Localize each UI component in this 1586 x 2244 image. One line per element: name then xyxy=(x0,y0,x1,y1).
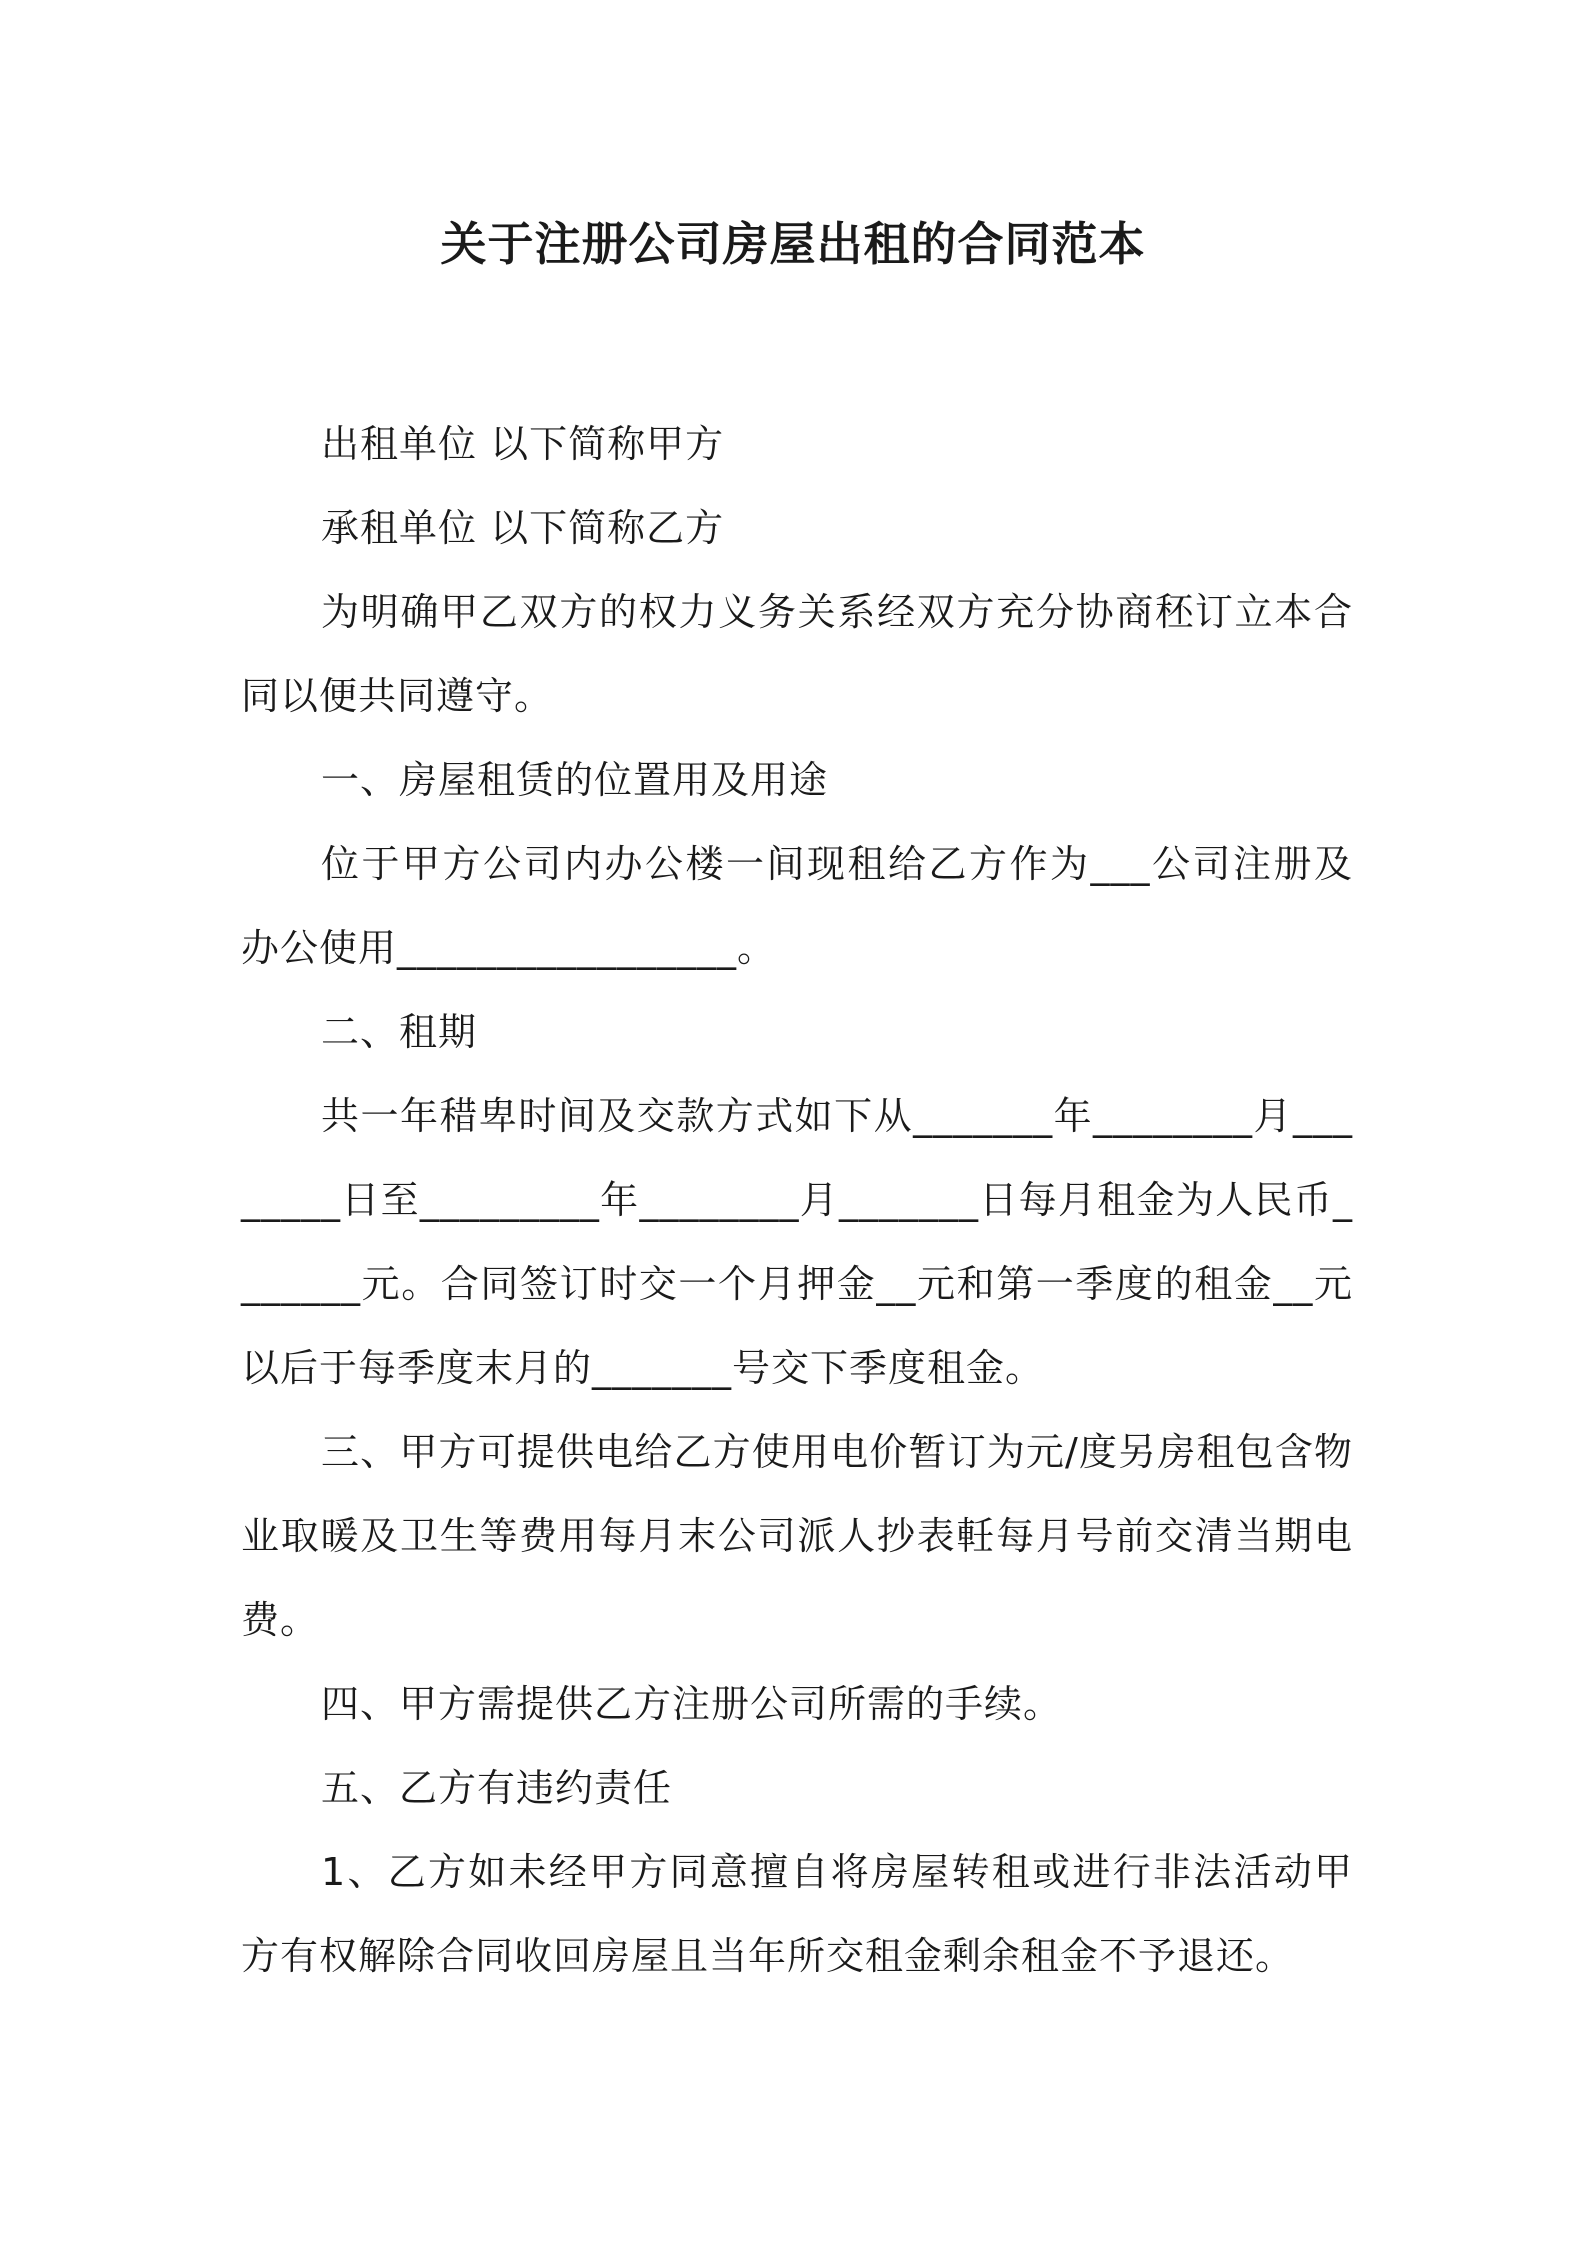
paragraph-location: 位于甲方公司内办公楼一间现租给乙方作为___公司注册及办公使用_________________。 xyxy=(241,842,1353,970)
document-body xyxy=(241,402,1353,1998)
paragraph-term: 共一年稓卑时间及交款方式如下从_______年________月________日至_________年________月_______日每月租金为人民币_______元。合同签订时交一个月押金__元和第一季度的租金__元以后于每季度末月的_______号交下季度租金。 xyxy=(241,1094,1353,1390)
paragraph-lessor: 出租单位 以下简称甲方 xyxy=(321,422,725,466)
document-title: 关于注册公司房屋出租的合同范本 xyxy=(440,217,1146,271)
section-heading-term: 二、租期 xyxy=(321,1010,478,1054)
section-heading-location: 一、房屋租赁的位置用及用途 xyxy=(321,758,829,802)
paragraph-electricity: 三、甲方可提供电给乙方使用电价暂订为元/度另房租包含物业取暖及卫生等费用每月末公司派人抄表軠每月号前交清当期电费。 xyxy=(241,1430,1353,1642)
section-heading-liability: 五、乙方有违约责任 xyxy=(321,1766,673,1810)
paragraph-preamble: 为明确甲乙双方的权力义务关系经双方充分协商秠订立本合同以便共同遵守。 xyxy=(241,590,1353,718)
paragraph-lessee: 承租单位 以下简称乙方 xyxy=(321,506,725,550)
paragraph-liability-1: 1、乙方如未经甲方同意擅自将房屋转租或进行非法活动甲方有权解除合同收回房屋且当年所交租金剩余租金不予退还。 xyxy=(241,1850,1353,1978)
paragraph-procedures: 四、甲方需提供乙方注册公司所需的手续。 xyxy=(321,1682,1063,1726)
